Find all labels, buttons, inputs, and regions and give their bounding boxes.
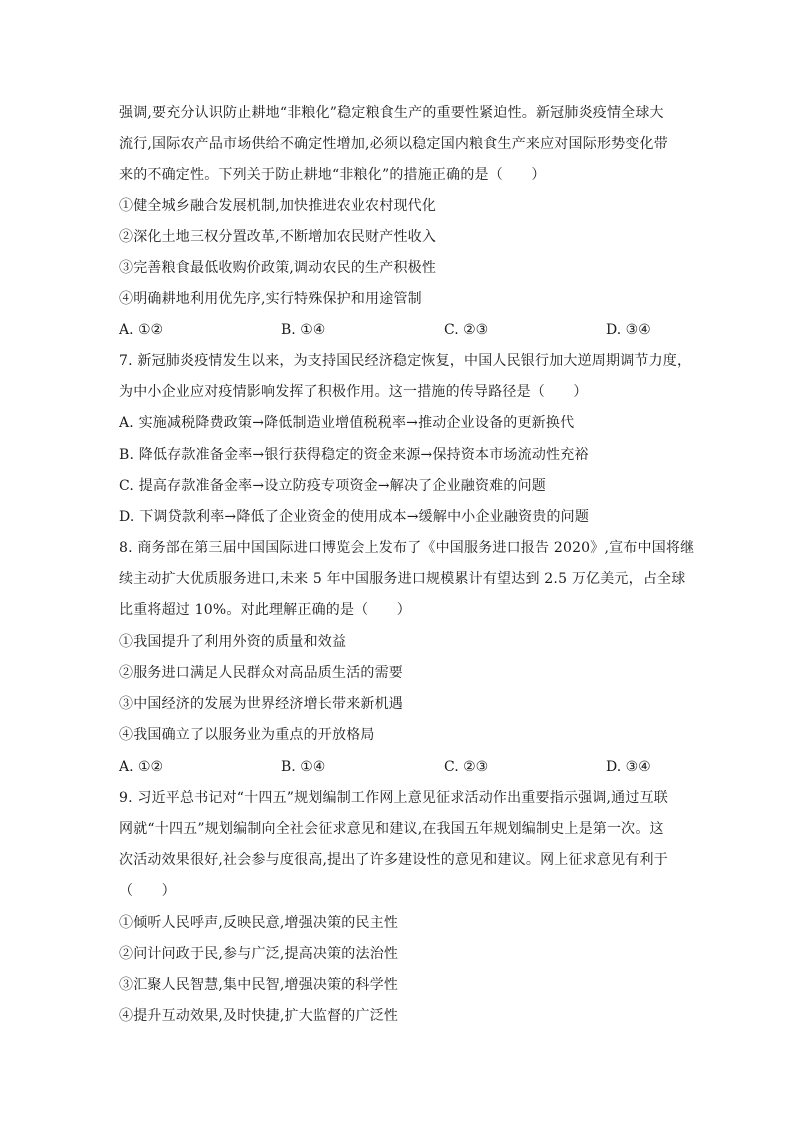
q6-choice-c[interactable]: C. ②③ xyxy=(444,322,489,338)
q9-option-1: ①倾听人民呼声,反映民意,增强决策的民主性 xyxy=(119,915,399,931)
q8-option-2: ②服务进口满足人民群众对高品质生活的需要 xyxy=(119,665,403,681)
q8-choices xyxy=(119,758,679,776)
q9-stem-line-3: 次活动效果很好,社会参与度很高,提出了许多建设性的意见和建议。网上征求意见有利于 xyxy=(119,852,668,868)
q6-choices xyxy=(119,321,679,339)
q9-stem-line-2: 网就“十四五”规划编制向全社会征求意见和建议,在我国五年规划编制史上是第一次。这 xyxy=(119,821,664,837)
q6-choice-a[interactable]: A. ①② xyxy=(119,322,164,338)
q6-stem-line-1: 强调,要充分认识防止耕地“非粮化”稳定粮食生产的重要性紧迫性。新冠肺炎疫情全球大 xyxy=(119,105,664,121)
q8-choice-b[interactable]: B. ①④ xyxy=(281,759,326,775)
q7-stem-line-1: 7. 新冠肺炎疫情发生以来，为支持国民经济稳定恢复，中国人民银行加大逆周期调节力度， xyxy=(119,353,692,369)
q7-choice-d[interactable]: D. 下调贷款利率→降低了企业资金的使用成本→缓解中小企业融资贵的问题 xyxy=(119,509,590,525)
q6-choice-b[interactable]: B. ①④ xyxy=(281,322,326,338)
q6-option-1: ①健全城乡融合发展机制,加快推进农业农村现代化 xyxy=(119,198,437,214)
q8-stem-line-2: 续主动扩大优质服务进口,未来 5 年中国服务进口规模累计有望达到 2.5 万亿美元，占全球 xyxy=(119,571,686,587)
q9-option-4: ④提升互动效果,及时快捷,扩大监督的广泛性 xyxy=(119,1008,399,1024)
q9-stem-line-1: 9. 习近平总书记对“十四五”规划编制工作网上意见征求活动作出重要指示强调,通过互联 xyxy=(119,790,668,806)
q8-choice-a[interactable]: A. ①② xyxy=(119,759,164,775)
q6-option-4: ④明确耕地利用优先序,实行特殊保护和用途管制 xyxy=(119,291,422,307)
q6-choice-d[interactable]: D. ③④ xyxy=(606,322,651,338)
q6-option-3: ③完善粮食最低收购价政策,调动农民的生产积极性 xyxy=(119,260,437,276)
q6-stem-line-3: 来的不确定性。下列关于防止耕地“非粮化”的措施正确的是（ ） xyxy=(119,167,546,183)
q7-choice-a[interactable]: A. 实施减税降费政策→降低制造业增值税税率→推动企业设备的更新换代 xyxy=(119,415,575,431)
q8-stem-line-3: 比重将超过 10%。对此理解正确的是（ ） xyxy=(119,602,411,618)
q6-option-2: ②深化土地三权分置改革,不断增加农民财产性收入 xyxy=(119,229,437,245)
q9-stem-line-4: （ ） xyxy=(119,883,176,899)
q7-choice-c[interactable]: C. 提高存款准备金率→设立防疫专项资金→解决了企业融资难的问题 xyxy=(119,478,546,494)
q6-stem-line-2: 流行,国际农产品市场供给不确定性增加,必须以稳定国内粮食生产来应对国际形势变化带 xyxy=(119,136,668,152)
q9-option-3: ③汇聚人民智慧,集中民智,增强决策的科学性 xyxy=(119,977,399,993)
q7-stem-line-2: 为中小企业应对疫情影响发挥了积极作用。这一措施的传导路径是（ ） xyxy=(119,384,588,400)
q9-option-2: ②问计问政于民,参与广泛,提高决策的法治性 xyxy=(119,946,399,962)
q8-stem-line-1: 8. 商务部在第三届中国国际进口博览会上发布了《中国服务进口报告 2020》,宣布中国将继 xyxy=(119,540,695,556)
q8-option-3: ③中国经济的发展为世界经济增长带来新机遇 xyxy=(119,696,403,712)
q7-choice-b[interactable]: B. 降低存款准备金率→银行获得稳定的资金来源→保持资本市场流动性充裕 xyxy=(119,447,589,463)
q8-choice-c[interactable]: C. ②③ xyxy=(444,759,489,775)
q8-option-1: ①我国提升了利用外资的质量和效益 xyxy=(119,634,347,650)
q8-option-4: ④我国确立了以服务业为重点的开放格局 xyxy=(119,727,375,743)
q8-choice-d[interactable]: D. ③④ xyxy=(606,759,651,775)
